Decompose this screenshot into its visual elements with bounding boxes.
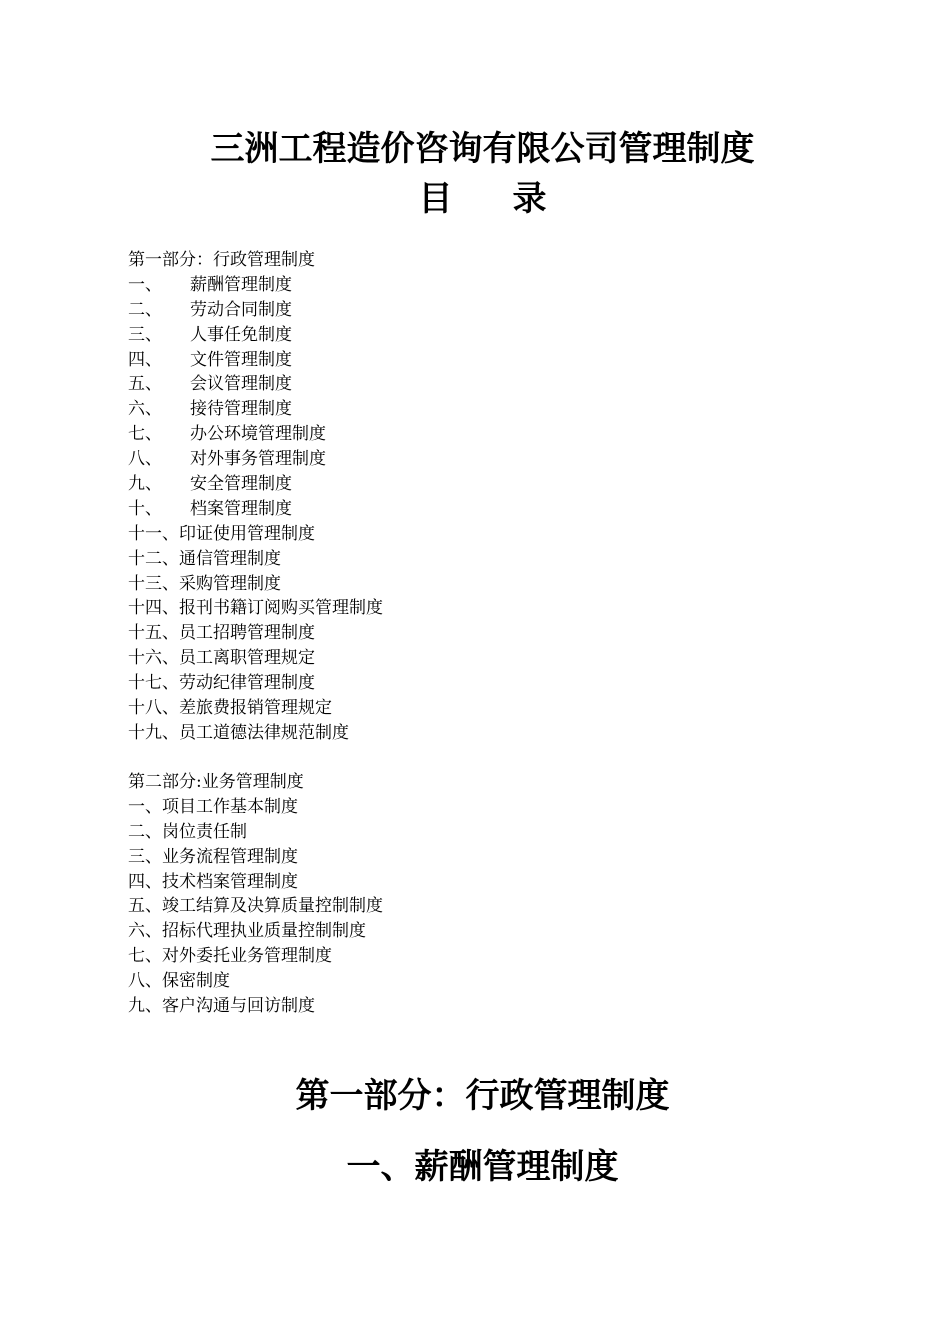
toc-item[interactable]	[128, 497, 828, 522]
toc-item[interactable]	[128, 596, 828, 621]
toc-item-label: 文件管理制度	[190, 349, 292, 370]
toc-item-label: 竣工结算及决算质量控制制度	[162, 896, 383, 917]
toc-heading-char-1: 目	[418, 179, 453, 219]
toc-part-2-heading: 第二部分:业务管理制度	[128, 772, 304, 792]
toc-item-label: 员工道德法律规范制度	[179, 722, 349, 743]
toc-item[interactable]	[128, 944, 828, 969]
toc-item-label: 劳动纪律管理制度	[179, 673, 315, 694]
toc-item-label: 项目工作基本制度	[162, 796, 298, 817]
toc-item-label: 采购管理制度	[179, 573, 281, 594]
toc-item[interactable]	[128, 447, 828, 472]
toc-item[interactable]	[128, 795, 828, 820]
toc-item-label: 通信管理制度	[179, 548, 281, 569]
toc-part-1	[128, 248, 828, 746]
toc-item[interactable]	[128, 994, 828, 1019]
toc-item-number: 十、	[128, 498, 162, 519]
toc-item-number: 十五、	[128, 623, 179, 644]
toc-item[interactable]	[128, 646, 828, 671]
toc-item-label: 岗位责任制	[162, 821, 247, 842]
toc-item-label: 员工离职管理规定	[179, 648, 315, 669]
toc-item-label: 印证使用管理制度	[179, 523, 315, 544]
toc-item-number: 四、	[128, 349, 162, 370]
toc-item[interactable]	[128, 845, 828, 870]
toc-item-label: 安全管理制度	[190, 474, 292, 495]
toc-item-label: 客户沟通与回访制度	[162, 996, 315, 1017]
toc-item[interactable]	[128, 273, 828, 298]
toc-item[interactable]	[128, 547, 828, 572]
part-title: 第一部分：行政管理制度	[295, 1076, 670, 1116]
toc-item-number: 九、	[128, 996, 162, 1017]
toc-item[interactable]	[128, 422, 828, 447]
toc-item-label: 员工招聘管理制度	[179, 623, 315, 644]
toc-item[interactable]	[128, 919, 828, 944]
toc-item-number: 六、	[128, 399, 162, 420]
toc-item-number: 十二、	[128, 548, 179, 569]
toc-item-label: 档案管理制度	[190, 498, 292, 519]
toc-item[interactable]	[128, 671, 828, 696]
toc-item-number: 八、	[128, 971, 162, 992]
toc-item-number: 十七、	[128, 673, 179, 694]
toc-part-2	[128, 770, 828, 1019]
toc-item-label: 接待管理制度	[190, 399, 292, 420]
toc-item-number: 十八、	[128, 698, 179, 719]
toc-item-label: 办公环境管理制度	[190, 424, 326, 445]
toc-item[interactable]	[128, 348, 828, 373]
toc-heading-char-2: 录	[512, 179, 547, 219]
toc-item-number: 十六、	[128, 648, 179, 669]
toc-item-label: 对外事务管理制度	[190, 449, 326, 470]
toc-item-number: 六、	[128, 921, 162, 942]
toc-item-number: 三、	[128, 324, 162, 345]
toc-item-label: 技术档案管理制度	[162, 871, 298, 892]
toc-heading	[0, 176, 950, 222]
toc-item-number: 五、	[128, 374, 162, 395]
document-title: 三洲工程造价咨询有限公司管理制度	[210, 129, 755, 169]
toc-item[interactable]	[128, 397, 828, 422]
toc-item-number: 三、	[128, 846, 162, 867]
toc-item[interactable]	[128, 323, 828, 348]
toc-item-label: 报刊书籍订阅购买管理制度	[179, 598, 383, 619]
toc-item-label: 保密制度	[162, 971, 230, 992]
toc-item[interactable]	[128, 969, 828, 994]
toc-item[interactable]	[128, 298, 828, 323]
toc-item-label: 业务流程管理制度	[162, 846, 298, 867]
toc-item[interactable]	[128, 472, 828, 497]
toc-item-number: 一、	[128, 274, 162, 295]
toc-item-number: 十一、	[128, 523, 179, 544]
toc-item-label: 人事任免制度	[190, 324, 292, 345]
toc-item-label: 劳动合同制度	[190, 299, 292, 320]
toc-item-label: 招标代理执业质量控制制度	[162, 921, 366, 942]
toc-item-number: 五、	[128, 896, 162, 917]
toc-item-label: 会议管理制度	[190, 374, 292, 395]
toc-item-number: 四、	[128, 871, 162, 892]
toc-item[interactable]	[128, 870, 828, 895]
toc-item[interactable]	[128, 522, 828, 547]
toc-item-number: 十四、	[128, 598, 179, 619]
toc-item-label: 薪酬管理制度	[190, 274, 292, 295]
toc-item-number: 七、	[128, 946, 162, 967]
toc-item[interactable]	[128, 894, 828, 919]
toc-item-number: 八、	[128, 449, 162, 470]
toc-item-number: 十三、	[128, 573, 179, 594]
toc-item[interactable]	[128, 696, 828, 721]
toc-part-1-heading: 第一部分：行政管理制度	[128, 250, 315, 270]
toc-item[interactable]	[128, 572, 828, 597]
toc-item[interactable]	[128, 820, 828, 845]
toc-item-number: 二、	[128, 299, 162, 320]
toc-item-number: 二、	[128, 821, 162, 842]
toc-item[interactable]	[128, 621, 828, 646]
toc-item-number: 七、	[128, 424, 162, 445]
toc-item[interactable]	[128, 721, 828, 746]
toc-item-label: 差旅费报销管理规定	[179, 698, 332, 719]
section-title: 一、薪酬管理制度	[346, 1147, 619, 1187]
toc-item[interactable]	[128, 372, 828, 397]
toc-item-label: 对外委托业务管理制度	[162, 946, 332, 967]
toc-item-number: 十九、	[128, 722, 179, 743]
toc-item-number: 一、	[128, 796, 162, 817]
toc-item-number: 九、	[128, 474, 162, 495]
